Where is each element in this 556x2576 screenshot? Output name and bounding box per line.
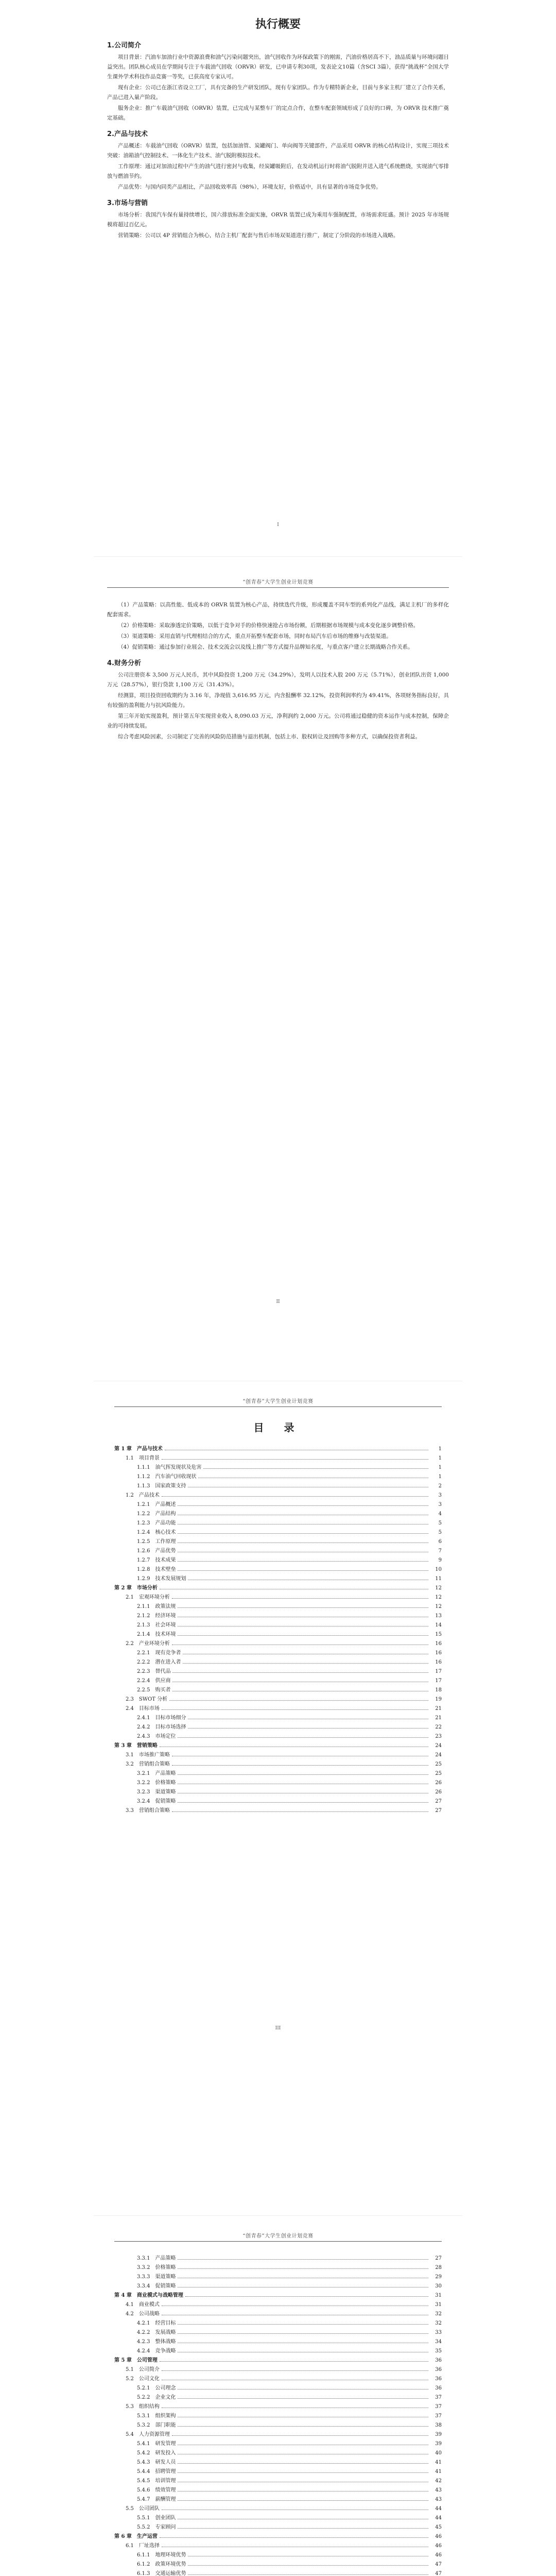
toc-entry[interactable] bbox=[114, 1621, 442, 1630]
toc-entry[interactable] bbox=[114, 1778, 442, 1788]
toc-leader-dots bbox=[188, 2565, 428, 2566]
toc-entry-page: 17 bbox=[435, 1669, 442, 1674]
toc-entry-label: 5.4.4 招聘管理 bbox=[137, 2469, 176, 2475]
toc-entry-page: 27 bbox=[435, 1799, 442, 1804]
toc-entry-page: 46 bbox=[435, 2552, 442, 2558]
toc-entry-label: 第 1 章 产品与技术 bbox=[114, 1446, 163, 1452]
toc-entry-label: 6.1.2 政策环境优势 bbox=[137, 2562, 186, 2567]
toc-leader-dots bbox=[178, 1505, 428, 1506]
page-toc-1 bbox=[94, 1381, 462, 2035]
toc-leader-dots bbox=[172, 1811, 428, 1812]
toc-leader-dots bbox=[172, 2435, 428, 2436]
toc-leader-dots bbox=[203, 1468, 428, 1469]
toc-entry-page: 5 bbox=[438, 1520, 442, 1526]
toc-entry[interactable] bbox=[114, 1500, 442, 1510]
toc-leader-dots bbox=[162, 1496, 428, 1497]
page-executive-summary-cont bbox=[94, 556, 462, 1309]
toc-entry-label: 2.1.4 技术环境 bbox=[137, 1632, 176, 1637]
toc-title: 目 录 bbox=[253, 1421, 303, 1434]
toc-entry-label: 1.2.8 技术壁垒 bbox=[137, 1567, 176, 1572]
toc-entry[interactable] bbox=[114, 2375, 442, 2384]
toc-entry[interactable] bbox=[114, 1714, 442, 1723]
toc-entry-label: 1.2.6 产品优势 bbox=[137, 1548, 176, 1554]
toc-entry-label: 2.4.1 目标市场细分 bbox=[137, 1715, 186, 1721]
toc-entry-page: 36 bbox=[435, 2376, 442, 2382]
toc-entry-page: 32 bbox=[435, 2320, 442, 2326]
toc-entry[interactable] bbox=[114, 1547, 442, 1556]
toc-entry-page: 22 bbox=[435, 1724, 442, 1730]
toc-entry-page: 47 bbox=[435, 2571, 442, 2576]
page-executive-summary bbox=[94, 11, 462, 532]
toc-entry[interactable] bbox=[114, 1797, 442, 1806]
toc-entry[interactable] bbox=[114, 1723, 442, 1732]
toc-entry-label: 2.2.5 购买者 bbox=[137, 1687, 171, 1693]
toc-entry[interactable] bbox=[114, 2254, 442, 2263]
toc-leader-dots bbox=[178, 1607, 428, 1608]
toc-entry[interactable] bbox=[114, 1519, 442, 1528]
toc-entry-label: 1.2.5 工作原理 bbox=[137, 1539, 176, 1545]
toc-entry-page: 44 bbox=[435, 2506, 442, 2512]
toc-entry-page: 46 bbox=[435, 2543, 442, 2549]
toc-entry[interactable] bbox=[114, 2402, 442, 2412]
toc-entry-label: 2.3 SWOT 分析 bbox=[126, 1697, 168, 1702]
toc-entry-page: 35 bbox=[435, 2348, 442, 2354]
body-paragraph: （2）价格策略：采取渗透定价策略，以低于竞争对手的价格快速抢占市场份额，后期根据市场规模与成本变化逐步调整价格。 bbox=[118, 622, 419, 629]
toc-entry-label: 1.2 产品技术 bbox=[126, 1493, 160, 1498]
toc-entry[interactable] bbox=[114, 1667, 442, 1676]
toc-entry[interactable] bbox=[114, 1565, 442, 1574]
toc-entry[interactable] bbox=[114, 1491, 442, 1500]
toc-entry-label: 第 3 章 营销策略 bbox=[114, 1743, 158, 1749]
toc-entry[interactable] bbox=[114, 2356, 442, 2365]
toc-leader-dots bbox=[178, 1737, 428, 1738]
toc-entry[interactable] bbox=[114, 1686, 442, 1695]
toc-entry-label: 5.3.1 组织架构 bbox=[137, 2413, 176, 2419]
toc-entry-page: 10 bbox=[435, 1567, 442, 1572]
toc-entry[interactable] bbox=[114, 1612, 442, 1621]
page-number: III bbox=[275, 2026, 281, 2031]
toc-entry[interactable] bbox=[114, 2347, 442, 2356]
toc-entry[interactable] bbox=[114, 1472, 442, 1482]
toc-leader-dots bbox=[178, 2324, 428, 2325]
toc-entry[interactable] bbox=[114, 2291, 442, 2300]
toc-entry-page: 24 bbox=[435, 1752, 442, 1758]
toc-leader-dots bbox=[178, 1774, 428, 1775]
toc-entry-label: 4.2 公司战略 bbox=[126, 2311, 160, 2317]
toc-entry-page: 36 bbox=[435, 2385, 442, 2391]
section-heading: 4.财务分析 bbox=[107, 659, 141, 667]
body-paragraph: 市场分析：我国汽车保有量持续增长，国六排放标准全面实施，ORVR 装置已成为乘用车强制配置，市场需求旺盛。预计 2025 年市场规模将超过百亿元。 bbox=[107, 212, 449, 228]
toc-entry-page: 31 bbox=[435, 2302, 442, 2308]
toc-leader-dots bbox=[169, 1700, 428, 1701]
toc-leader-dots bbox=[160, 2361, 428, 2362]
toc-entry[interactable] bbox=[114, 2541, 442, 2551]
toc-entry[interactable] bbox=[114, 1463, 442, 1472]
toc-leader-dots bbox=[162, 1709, 428, 1710]
toc-entry[interactable] bbox=[114, 2467, 442, 2477]
toc-entry-page: 12 bbox=[435, 1604, 442, 1609]
toc-entry-page: 2 bbox=[438, 1483, 442, 1489]
toc-entry-label: 1.2.1 产品概述 bbox=[137, 1502, 176, 1507]
toc-entry-label: 4.2.3 整体战略 bbox=[137, 2339, 176, 2345]
body-paragraph: 公司注册资本 3,500 万元人民币，其中风险投资 1,200 万元（34.29%），发明人以技术入股 200 万元（5.71%），创业团队出资 1,000 万元（28.57%），银行贷款 1,100 万元（31.43%）。 bbox=[107, 672, 449, 688]
toc-entry-page: 25 bbox=[435, 1761, 442, 1767]
toc-entry-page: 36 bbox=[435, 2367, 442, 2372]
toc-entry[interactable] bbox=[114, 2337, 442, 2347]
toc-entry[interactable] bbox=[114, 1528, 442, 1537]
toc-entry-page: 32 bbox=[435, 2311, 442, 2317]
toc-entry-page: 29 bbox=[435, 2274, 442, 2280]
toc-entry-label: 5.5.2 专家顾问 bbox=[137, 2524, 176, 2530]
toc-entry-page: 42 bbox=[435, 2478, 442, 2484]
toc-entry-label: 5.4.5 培训管理 bbox=[137, 2478, 176, 2484]
toc-entry-label: 5.2.2 企业文化 bbox=[137, 2395, 176, 2400]
toc-entry[interactable] bbox=[114, 1510, 442, 1519]
toc-entry-label: 6.1.3 交通运输优势 bbox=[137, 2571, 186, 2576]
toc-entry-label: 2.4 目标市场 bbox=[126, 1706, 160, 1711]
toc-entry[interactable] bbox=[114, 1741, 442, 1751]
toc-entry-label: 3.3 营销组合策略 bbox=[126, 1808, 170, 1814]
toc-entry[interactable] bbox=[114, 1602, 442, 1612]
toc-leader-dots bbox=[178, 1802, 428, 1803]
toc-entry-label: 2.1.1 政策法规 bbox=[137, 1604, 176, 1609]
toc-entry[interactable] bbox=[114, 2328, 442, 2337]
toc-entry-page: 24 bbox=[435, 1743, 442, 1749]
toc-entry-page: 23 bbox=[435, 1734, 442, 1739]
toc-entry[interactable] bbox=[114, 1806, 442, 1816]
toc-entry[interactable] bbox=[114, 2273, 442, 2282]
toc-entry-label: 2.2.4 供应商 bbox=[137, 1678, 171, 1684]
toc-entry-page: 37 bbox=[435, 2395, 442, 2400]
toc-leader-dots bbox=[178, 1570, 428, 1571]
toc-entry-label: 第 2 章 市场分析 bbox=[114, 1585, 158, 1591]
toc-entry-label: 1.1.2 汽车油气回收现状 bbox=[137, 1474, 197, 1480]
toc-entry-label: 5.4.2 研发投入 bbox=[137, 2450, 176, 2456]
toc-entry[interactable] bbox=[114, 1574, 442, 1584]
toc-entry-page: 45 bbox=[435, 2524, 442, 2530]
toc-entry-page: 31 bbox=[435, 2293, 442, 2298]
toc-entry-label: 第 6 章 生产运营 bbox=[114, 2534, 158, 2539]
toc-entry[interactable] bbox=[114, 2365, 442, 2375]
section-heading: 1.公司简介 bbox=[107, 42, 141, 49]
toc-entry[interactable] bbox=[114, 1593, 442, 1602]
toc-entry[interactable] bbox=[114, 1454, 442, 1463]
toc-leader-dots bbox=[178, 2528, 428, 2529]
toc-entry-page: 40 bbox=[435, 2450, 442, 2456]
toc-entry-page: 28 bbox=[435, 2265, 442, 2270]
toc-entry-page: 17 bbox=[435, 1678, 442, 1684]
toc-entry-page: 26 bbox=[435, 1789, 442, 1795]
toc-entry-label: 6.1 厂址选择 bbox=[126, 2543, 160, 2549]
toc-entry-page: 43 bbox=[435, 2497, 442, 2502]
toc-entry[interactable] bbox=[114, 2560, 442, 2569]
toc-leader-dots bbox=[185, 2296, 428, 2297]
toc-entry-label: 3.2.2 价格策略 bbox=[137, 1780, 176, 1786]
toc-entry[interactable] bbox=[114, 1695, 442, 1704]
toc-entry-label: 2.1.2 经济环境 bbox=[137, 1613, 176, 1619]
toc-list bbox=[114, 2254, 442, 2576]
toc-entry-page: 3 bbox=[438, 1493, 442, 1498]
toc-entry-page: 36 bbox=[435, 2358, 442, 2363]
toc-entry-page: 1 bbox=[438, 1446, 442, 1452]
toc-entry[interactable] bbox=[114, 2439, 442, 2449]
toc-entry-label: 5.3 组织结构 bbox=[126, 2404, 160, 2410]
toc-entry[interactable] bbox=[114, 2504, 442, 2514]
toc-entry[interactable] bbox=[114, 1760, 442, 1769]
toc-entry-page: 27 bbox=[435, 2256, 442, 2261]
toc-leader-dots bbox=[178, 2463, 428, 2464]
toc-entry-page: 9 bbox=[438, 1557, 442, 1563]
toc-leader-dots bbox=[178, 1635, 428, 1636]
toc-entry-label: 2.2 产业环境分析 bbox=[126, 1641, 170, 1647]
toc-entry[interactable] bbox=[114, 1676, 442, 1686]
toc-entry-label: 第 5 章 公司管理 bbox=[114, 2358, 158, 2363]
toc-entry[interactable] bbox=[114, 2551, 442, 2560]
toc-leader-dots bbox=[178, 2268, 428, 2269]
toc-entry-page: 21 bbox=[435, 1715, 442, 1721]
page-toc-2 bbox=[94, 2215, 462, 2576]
toc-entry-label: 1.2.7 技术成果 bbox=[137, 1557, 176, 1563]
toc-entry-page: 12 bbox=[435, 1585, 442, 1591]
toc-entry[interactable] bbox=[114, 1769, 442, 1778]
toc-entry-label: 3.3.3 渠道策略 bbox=[137, 2274, 176, 2280]
toc-leader-dots bbox=[178, 2491, 428, 2492]
toc-entry[interactable] bbox=[114, 2495, 442, 2504]
toc-entry-label: 3.3.2 价格策略 bbox=[137, 2265, 176, 2270]
toc-entry[interactable] bbox=[114, 2384, 442, 2393]
toc-entry-label: 第 4 章 商业模式与战略管理 bbox=[114, 2293, 183, 2298]
toc-leader-dots bbox=[162, 2370, 428, 2371]
toc-entry-label: 5.4 人力资源管理 bbox=[126, 2432, 170, 2437]
page1-body bbox=[107, 40, 449, 241]
body-paragraph: 产品优势：与国内同类产品相比，产品回收效率高（98%），环境友好，价格适中，具有显著的市场竞争优势。 bbox=[118, 184, 381, 190]
toc-entry-page: 21 bbox=[435, 1706, 442, 1711]
toc-entry-label: 2.1.3 社会环境 bbox=[137, 1622, 176, 1628]
toc-entry-label: 5.2.1 公司理念 bbox=[137, 2385, 176, 2391]
body-paragraph: 项目背景：汽油车加油行业中资源浪费和油气污染问题突出，油气回收作为环保政策下的刚需，汽油价格居高不下，油品质量与环境问题日益突出。团队核心成员在学期间专注于车载油气回收（ORVR）研发，已申请专利30项，发表论文10篇（含SCI 3篇），获得“挑战杯”全国大学生课外学术科技作品竞赛一等奖，已获高度专家认可。 bbox=[107, 54, 449, 80]
toc-entry-page: 6 bbox=[438, 1539, 442, 1545]
toc-entry-page: 5 bbox=[438, 1530, 442, 1535]
toc-entry-page: 13 bbox=[435, 1613, 442, 1619]
toc-entry[interactable] bbox=[114, 1537, 442, 1547]
toc-entry-label: 1.2.9 技术发展规划 bbox=[137, 1576, 186, 1582]
toc-entry-page: 38 bbox=[435, 2422, 442, 2428]
toc-entry-page: 3 bbox=[438, 1502, 442, 1507]
toc-entry-label: 4.1 商业模式 bbox=[126, 2302, 160, 2308]
toc-entry-label: 3.2.3 渠道策略 bbox=[137, 1789, 176, 1795]
body-paragraph: 产品概述：车载油气回收（ORVR）装置，包括加油管、炭罐阀门、单向阀等关键部件，产品采用 ORVR 的核心结构设计，实现三项技术突破：油箱油气控制技术、一体化生产技术、油气脱附模拟技术。 bbox=[107, 143, 449, 159]
toc-entry[interactable] bbox=[114, 2430, 442, 2439]
toc-entry-page: 16 bbox=[435, 1650, 442, 1656]
toc-entry-page: 7 bbox=[438, 1548, 442, 1554]
toc-entry-page: 25 bbox=[435, 1771, 442, 1776]
toc-entry-page: 34 bbox=[435, 2339, 442, 2345]
toc-entry[interactable] bbox=[114, 2310, 442, 2319]
running-header: “创青春”大学生创业计划竞赛 bbox=[107, 578, 449, 588]
toc-entry[interactable] bbox=[114, 2486, 442, 2495]
toc-leader-dots bbox=[160, 2537, 428, 2538]
toc-entry-label: 3.3.4 促销策略 bbox=[137, 2283, 176, 2289]
toc-leader-dots bbox=[172, 1765, 428, 1766]
toc-leader-dots bbox=[178, 2259, 428, 2260]
toc-entry-page: 15 bbox=[435, 1632, 442, 1637]
toc-entry-page: 26 bbox=[435, 1780, 442, 1786]
page2-body bbox=[107, 600, 449, 742]
toc-entry[interactable] bbox=[114, 1445, 442, 1454]
toc-entry-label: 5.4.6 绩效管理 bbox=[137, 2487, 176, 2493]
page-number: II bbox=[276, 1299, 280, 1304]
toc-entry-label: 2.4.2 目标市场选择 bbox=[137, 1724, 186, 1730]
toc-entry-page: 39 bbox=[435, 2441, 442, 2447]
toc-entry-page: 11 bbox=[435, 1576, 442, 1582]
toc-list bbox=[114, 1445, 442, 1816]
toc-entry-label: 1.2.2 产品结构 bbox=[137, 1511, 176, 1517]
body-paragraph: （1）产品策略：以高性能、低成本的 ORVR 装置为核心产品，持续迭代升级，形成覆盖不同车型的系列化产品线，满足主机厂的多样化配套需求。 bbox=[107, 602, 449, 618]
toc-entry-label: 1.1 项目背景 bbox=[126, 1455, 160, 1461]
toc-entry[interactable] bbox=[114, 2300, 442, 2310]
toc-entry-label: 5.1 公司简介 bbox=[126, 2367, 160, 2372]
toc-entry-label: 3.1 市场推广策略 bbox=[126, 1752, 170, 1758]
toc-entry-page: 47 bbox=[435, 2562, 442, 2567]
toc-entry-page: 37 bbox=[435, 2404, 442, 2410]
running-header: “创青春”大学生创业计划竞赛 bbox=[114, 2231, 442, 2242]
body-paragraph: 营销策略：公司以 4P 营销组合为核心，结合主机厂配套与售后市场双渠道进行推广，制定了分阶段的市场进入战略。 bbox=[118, 232, 399, 239]
toc-leader-dots bbox=[172, 1598, 428, 1599]
toc-entry-label: 5.5 公司团队 bbox=[126, 2506, 160, 2512]
toc-entry-label: 5.4.1 研发管理 bbox=[137, 2441, 176, 2447]
body-paragraph: 经测算，项目投资回收期约为 3.16 年，净现值 3,616.95 万元，内含报酬率 32.12%，投资利润率约为 49.41%，各项财务指标良好，具有较强的盈利能力与抗风险能力。 bbox=[107, 692, 449, 708]
toc-entry-page: 30 bbox=[435, 2283, 442, 2289]
toc-leader-dots bbox=[178, 2333, 428, 2334]
toc-entry-label: 5.4.3 研发人员 bbox=[137, 2460, 176, 2465]
toc-entry-page: 39 bbox=[435, 2432, 442, 2437]
toc-entry-page: 37 bbox=[435, 2413, 442, 2419]
toc-leader-dots bbox=[178, 2472, 428, 2473]
toc-entry-label: 4.2.4 竞争战略 bbox=[137, 2348, 176, 2354]
toc-entry[interactable] bbox=[114, 2477, 442, 2486]
toc-entry-label: 2.1 宏观环境分析 bbox=[126, 1595, 170, 1600]
toc-entry[interactable] bbox=[114, 1482, 442, 1491]
toc-entry-label: 2.4.3 市场定位 bbox=[137, 1734, 176, 1739]
toc-leader-dots bbox=[183, 1663, 428, 1664]
toc-entry-page: 16 bbox=[435, 1659, 442, 1665]
toc-entry-label: 3.2.1 产品策略 bbox=[137, 1771, 176, 1776]
toc-entry[interactable] bbox=[114, 2282, 442, 2291]
toc-entry[interactable] bbox=[114, 1751, 442, 1760]
toc-entry[interactable] bbox=[114, 1704, 442, 1714]
toc-leader-dots bbox=[178, 1561, 428, 1562]
toc-entry-label: 5.3.2 部门职能 bbox=[137, 2422, 176, 2428]
body-paragraph: 现有企业：公司已在浙江省设立工厂，具有完备的生产研发团队，现有专家团队。作为专精特新企业，目前与多家主机厂建立了合作关系，产品已进入量产阶段。 bbox=[107, 84, 449, 100]
toc-entry[interactable] bbox=[114, 1732, 442, 1741]
toc-entry-page: 18 bbox=[435, 1687, 442, 1693]
toc-entry-page: 44 bbox=[435, 2515, 442, 2521]
section-heading: 2.产品与技术 bbox=[107, 130, 148, 138]
toc-entry-label: 1.2.4 核心技术 bbox=[137, 1530, 176, 1535]
toc-entry-label: 2.2.2 潜在进入者 bbox=[137, 1659, 181, 1665]
toc-entry-page: 41 bbox=[435, 2469, 442, 2475]
toc-entry[interactable] bbox=[114, 2449, 442, 2458]
toc-entry-label: 1.1.1 油气挥发现状及危害 bbox=[137, 1465, 202, 1470]
toc-entry-label: 2.2.1 现有竞争者 bbox=[137, 1650, 181, 1656]
toc-entry-page: 41 bbox=[435, 2460, 442, 2465]
toc-leader-dots bbox=[178, 2398, 428, 2399]
section-heading: 3.市场与营销 bbox=[107, 199, 148, 207]
toc-entry-page: 4 bbox=[438, 1511, 442, 1517]
toc-entry[interactable] bbox=[114, 1630, 442, 1639]
toc-entry[interactable] bbox=[114, 1556, 442, 1565]
toc-entry-label: 2.2.3 替代品 bbox=[137, 1669, 171, 1674]
toc-entry-label: 6.1.1 地理环境优势 bbox=[137, 2552, 186, 2558]
body-paragraph: （3）渠道策略：采用直销与代理相结合的方式，重点开拓整车配套市场，同时布局汽车后市场的维修与改装渠道。 bbox=[118, 633, 392, 639]
toc-entry[interactable] bbox=[114, 2514, 442, 2523]
toc-entry[interactable] bbox=[114, 1649, 442, 1658]
toc-entry-label: 3.2 营销组合策略 bbox=[126, 1761, 170, 1767]
toc-entry-page: 1 bbox=[438, 1465, 442, 1470]
toc-entry[interactable] bbox=[114, 2393, 442, 2402]
toc-entry-label: 1.1.3 国家政策支持 bbox=[137, 1483, 186, 1489]
toc-entry[interactable] bbox=[114, 2532, 442, 2541]
body-paragraph: 综合考虑风险因素，公司制定了完善的风险防范措施与退出机制，包括上市、股权转让及回购等多种方式，以确保投资者利益。 bbox=[118, 734, 421, 740]
toc-entry[interactable] bbox=[114, 1584, 442, 1593]
toc-entry-page: 16 bbox=[435, 1641, 442, 1647]
toc-entry-label: 4.2.2 发展战略 bbox=[137, 2330, 176, 2335]
toc-leader-dots bbox=[162, 1459, 428, 1460]
body-paragraph: 第三年开始实现盈利，预计第五年实现营业收入 8,090.03 万元，净利润约 2,000 万元。公司将通过稳健的资本运作与成本控制，保障企业的可持续发展。 bbox=[107, 713, 449, 729]
toc-entry[interactable] bbox=[114, 2523, 442, 2532]
toc-entry-page: 43 bbox=[435, 2487, 442, 2493]
toc-leader-dots bbox=[172, 1672, 428, 1673]
toc-entry-page: 1 bbox=[438, 1474, 442, 1480]
toc-entry[interactable] bbox=[114, 2569, 442, 2576]
toc-entry[interactable] bbox=[114, 2263, 442, 2273]
toc-entry[interactable] bbox=[114, 2319, 442, 2328]
toc-entry[interactable] bbox=[114, 2421, 442, 2430]
toc-leader-dots bbox=[178, 2500, 428, 2501]
toc-entry-label: 5.5.1 创业团队 bbox=[137, 2515, 176, 2521]
toc-leader-dots bbox=[178, 1533, 428, 1534]
toc-entry-page: 27 bbox=[435, 1808, 442, 1814]
toc-entry-label: 5.2 公司文化 bbox=[126, 2376, 160, 2382]
toc-entry-page: 1 bbox=[438, 1455, 442, 1461]
page-number: I bbox=[277, 522, 279, 528]
toc-entry[interactable] bbox=[114, 2412, 442, 2421]
body-paragraph: （4）促销策略：通过参加行业展会、技术交流会以及线上推广等方式提升品牌知名度，与重点客户建立长期战略合作关系。 bbox=[118, 644, 413, 650]
toc-entry-page: 12 bbox=[435, 1595, 442, 1600]
toc-entry-label: 4.2.1 经营目标 bbox=[137, 2320, 176, 2326]
toc-entry[interactable] bbox=[114, 2458, 442, 2467]
toc-entry-label: 1.2.3 产品功能 bbox=[137, 1520, 176, 1526]
body-paragraph: 服务企业：推广车载油气回收（ORVR）装置，已完成与某整车厂的定点合作，在整车配套领域形成了良好的口碑，为 ORVR 技术推广奠定基础。 bbox=[107, 105, 449, 121]
toc-entry-page: 33 bbox=[435, 2330, 442, 2335]
toc-entry-page: 46 bbox=[435, 2534, 442, 2539]
toc-entry[interactable] bbox=[114, 1658, 442, 1667]
toc-entry-page: 14 bbox=[435, 1622, 442, 1628]
toc-entry-label: 3.2.4 促销策略 bbox=[137, 1799, 176, 1804]
toc-entry[interactable] bbox=[114, 1788, 442, 1797]
toc-leader-dots bbox=[188, 2574, 428, 2575]
toc-leader-dots bbox=[178, 2426, 428, 2427]
body-paragraph: 工作原理：通过对加油过程中产生的油气进行密封与收集，经炭罐吸附后，在发动机运行时将油气脱附并送入进气系统燃烧，实现油气零排放与燃油节约。 bbox=[107, 163, 449, 179]
executive-summary-title: 执行概要 bbox=[255, 18, 301, 31]
toc-entry-page: 19 bbox=[435, 1697, 442, 1702]
toc-entry-label: 3.3.1 产品策略 bbox=[137, 2256, 176, 2261]
toc-entry[interactable] bbox=[114, 1639, 442, 1649]
running-header: “创青春”大学生创业计划竞赛 bbox=[114, 1397, 442, 1407]
toc-entry-label: 5.4.7 薪酬管理 bbox=[137, 2497, 176, 2502]
